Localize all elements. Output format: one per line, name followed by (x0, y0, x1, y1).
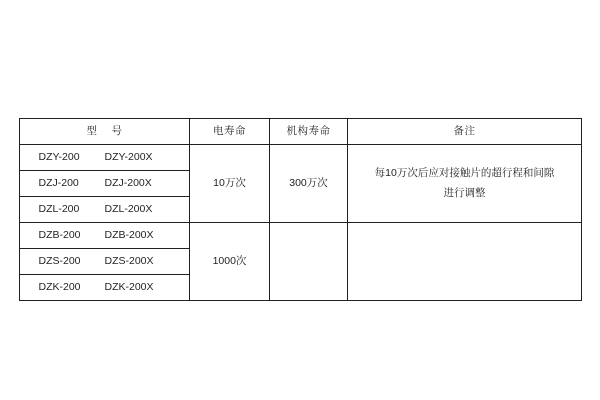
note-line-1: 每10万次后应对接触片的超行程和间隙 (374, 166, 555, 179)
model-name-primary: DZS-200 (38, 254, 81, 267)
model-cell (20, 223, 190, 249)
table-row (20, 145, 582, 171)
model-name-primary: DZY-200 (38, 150, 80, 163)
table-header-row (20, 119, 582, 145)
table-row (20, 223, 582, 249)
model-name-secondary: DZS-200X (104, 254, 154, 267)
model-cell (20, 197, 190, 223)
model-name-primary: DZJ-200 (38, 176, 79, 189)
mechanical-life-group-2-empty (270, 223, 348, 301)
model-name-primary: DZB-200 (38, 228, 81, 241)
model-cell (20, 275, 190, 301)
column-header-model-char1: 型 (86, 124, 98, 137)
column-header-model (20, 119, 190, 145)
model-cell (20, 145, 190, 171)
electrical-life-group-2: 1000次 (190, 223, 270, 301)
model-name-secondary: DZL-200X (104, 202, 153, 215)
note-cell (348, 145, 582, 223)
specification-table (19, 118, 582, 301)
model-name-secondary: DZY-200X (104, 150, 153, 163)
column-header-model-char2: 号 (111, 124, 123, 137)
model-name-secondary: DZB-200X (104, 228, 154, 241)
note-line-2: 进行调整 (443, 186, 486, 199)
column-header-electrical-life: 电寿命 (190, 119, 270, 145)
model-cell (20, 171, 190, 197)
model-name-primary: DZK-200 (38, 280, 81, 293)
column-header-note: 备注 (348, 119, 582, 145)
model-name-primary: DZL-200 (38, 202, 80, 215)
note-group-2-empty (348, 223, 582, 301)
model-name-secondary: DZJ-200X (104, 176, 152, 189)
model-cell (20, 249, 190, 275)
model-name-secondary: DZK-200X (104, 280, 154, 293)
electrical-life-group-1: 10万次 (190, 145, 270, 223)
mechanical-life-group-1: 300万次 (270, 145, 348, 223)
column-header-mechanical-life: 机构寿命 (270, 119, 348, 145)
